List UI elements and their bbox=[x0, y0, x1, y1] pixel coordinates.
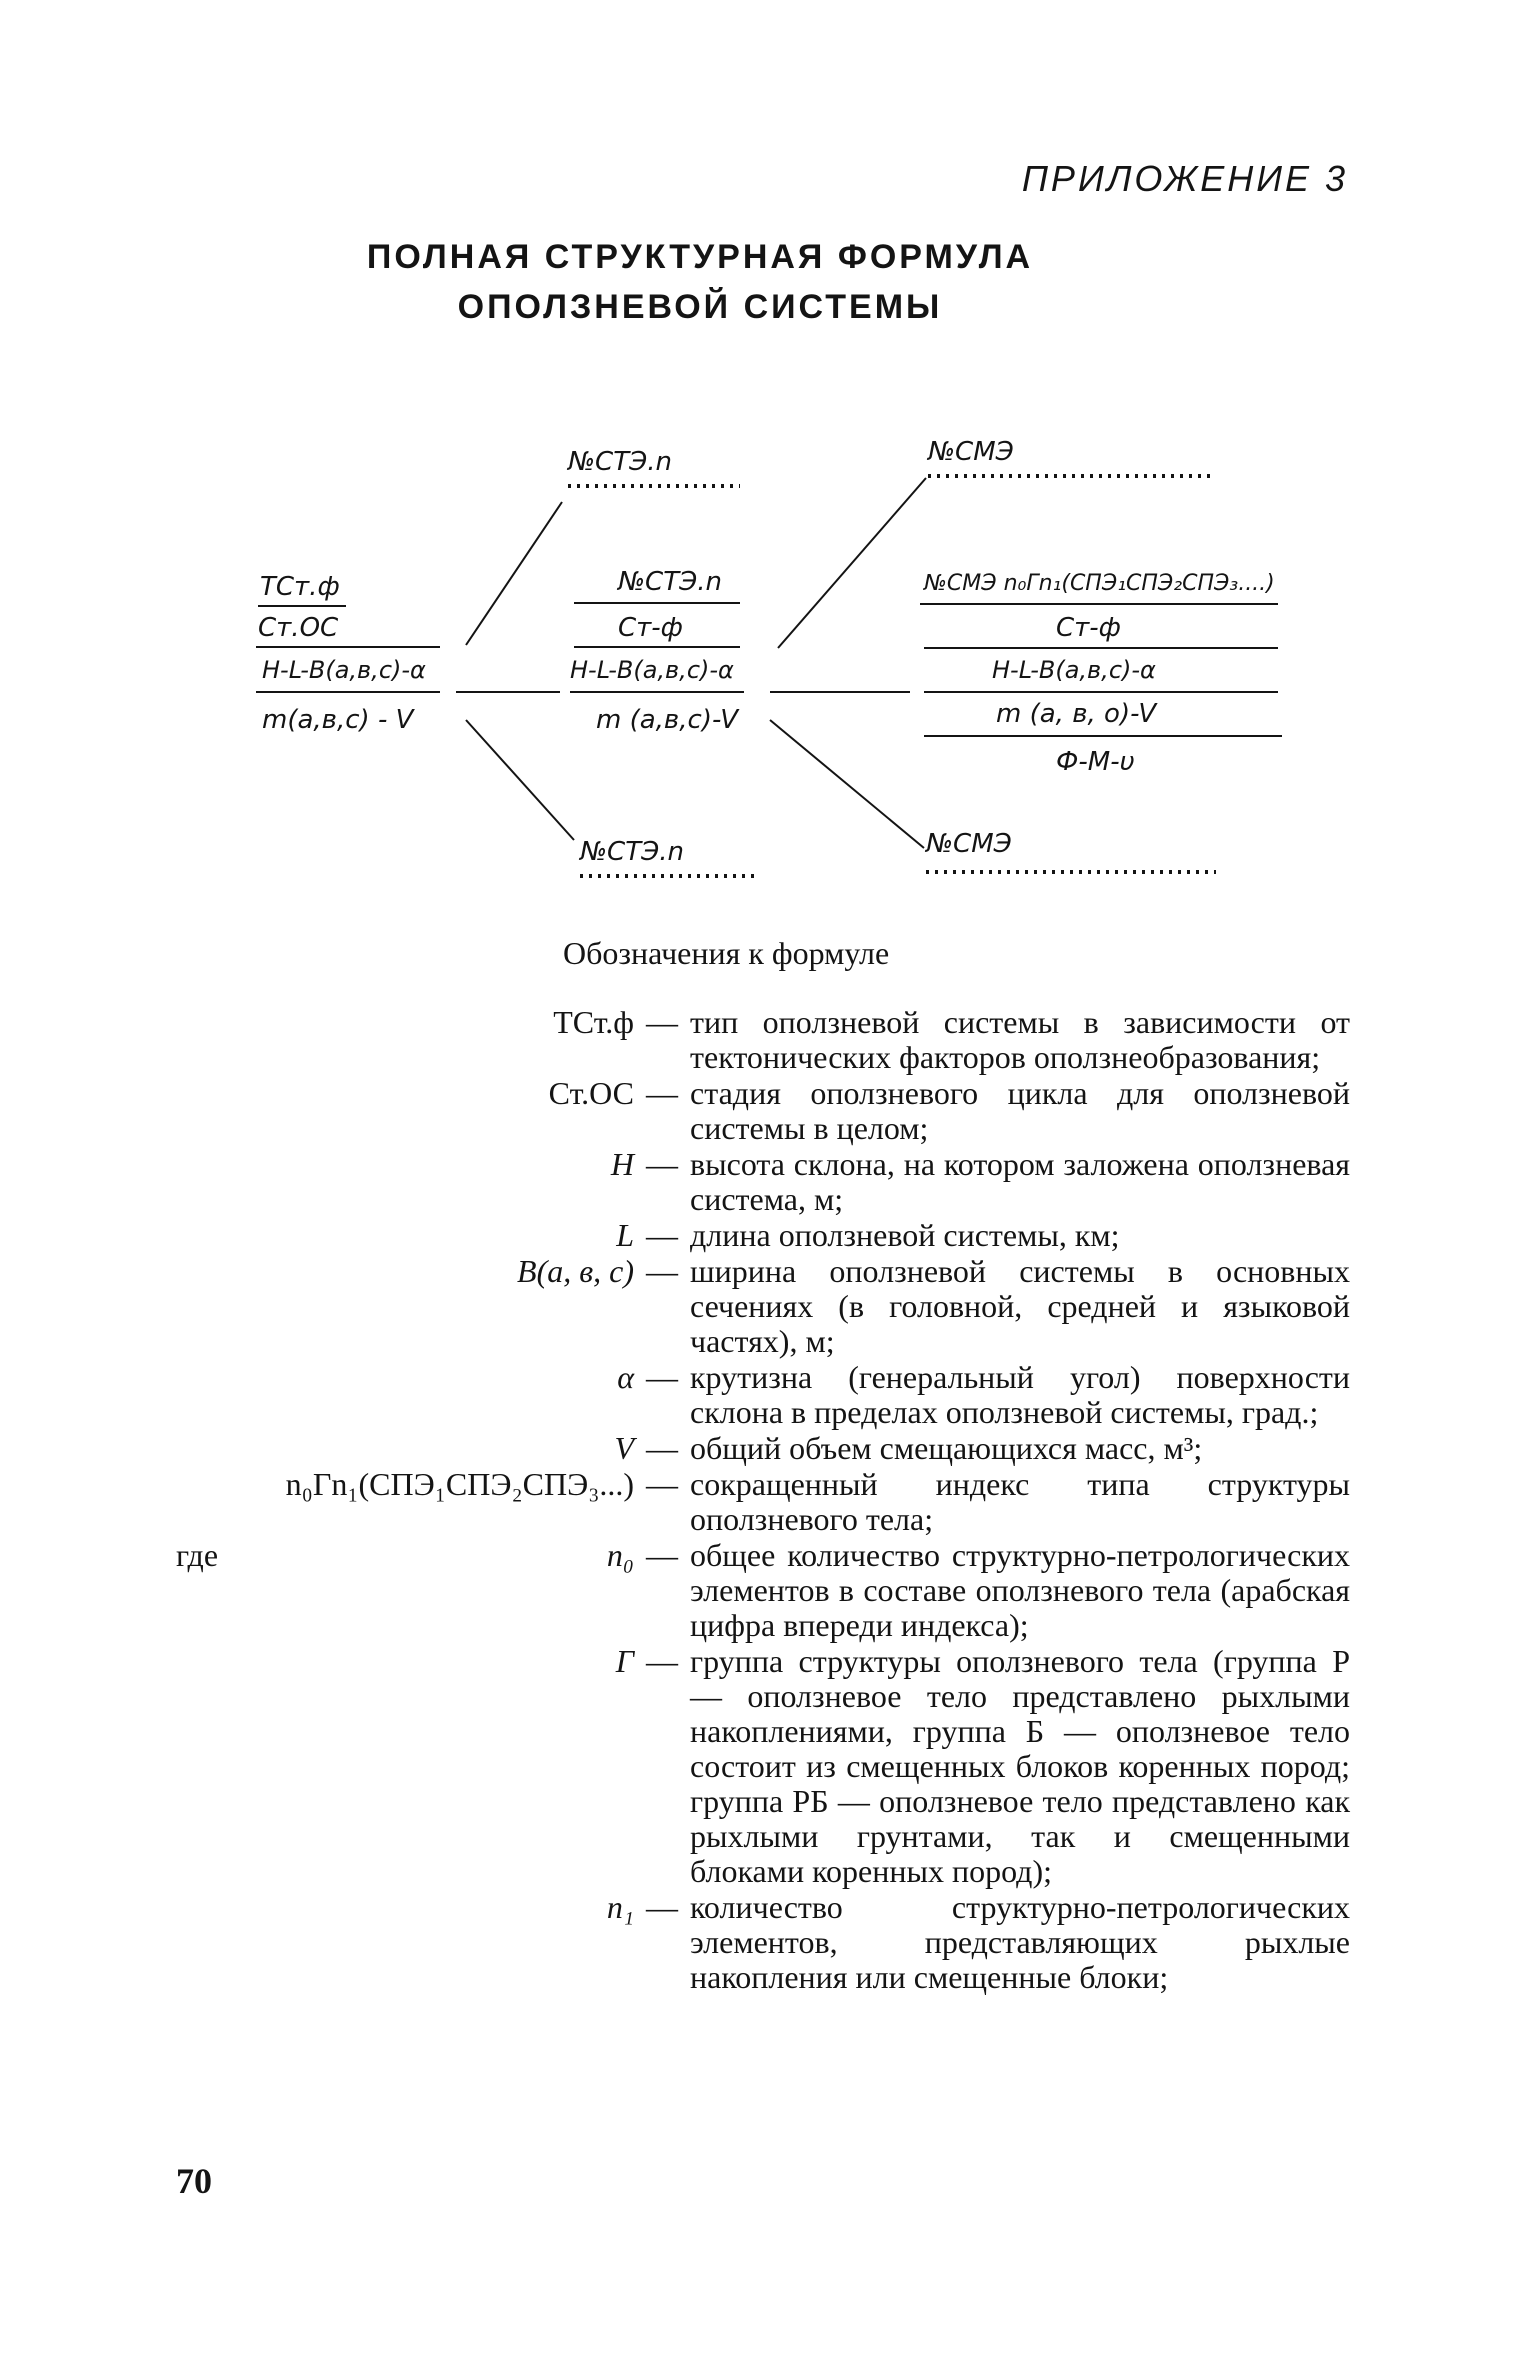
legend-definition: длина оползневой системы, км; bbox=[690, 1217, 1120, 1253]
legend-item-structure-index: n₀Гn₁(СПЭ₁СПЭ₂СПЭ₃...) — сокращенный индекс типа структуры оползневого тела; bbox=[0, 1467, 1536, 1537]
legend-definition: общее количество структурно-петрологических элементов в составе оползневого тела (арабская цифра впереди индекса); bbox=[690, 1537, 1350, 1643]
formula-right-line-4: m (a, в, o)-V bbox=[996, 699, 1157, 729]
formula-middle-line-3: H-L-B(a,в,c)-α bbox=[570, 656, 734, 684]
legend-definition: количество структурно-петрологических элементов, представляющих рыхлые накопления или смещенные блоки; bbox=[690, 1889, 1350, 1995]
where-label: где bbox=[176, 1537, 219, 1573]
formula-left-block bbox=[256, 572, 440, 735]
legend-definition: высота склона, на котором заложена оползневая система, м; bbox=[690, 1146, 1350, 1217]
formula-right-bottom-label: №СМЭ bbox=[926, 829, 1012, 859]
legend-item-g: Г — группа структуры оползневого тела (группа Р — оползневое тело представлено рыхлыми накоплениями, группа Б — оползневое тело состоит из смещенных блоков коренных пород; группа РБ — оползневое тело представлено как рыхлыми грунтами, так и смещенными блоками коренных пород); bbox=[0, 1644, 1536, 1889]
formula-left-line-3: H-L-B(a,в,c)-α bbox=[262, 656, 426, 684]
page-number: 70 bbox=[176, 2161, 212, 2201]
formula-right-line-3: H-L-B(a,в,c)-α bbox=[992, 656, 1156, 684]
legend-term: Г bbox=[615, 1643, 634, 1679]
appendix-label: ПРИЛОЖЕНИЕ 3 bbox=[1021, 158, 1348, 199]
formula-left-line-1: ТСт.ф bbox=[260, 572, 340, 602]
legend-term: L bbox=[616, 1217, 634, 1253]
legend-item-n1: n₁ — количество структурно-петрологических элементов, представляющих рыхлые накопления или смещенные блоки; bbox=[0, 1890, 1536, 1995]
legend-list bbox=[0, 1005, 1536, 1996]
legend-item-st-os: Ст.ОС — стадия оползневого цикла для оползневой системы в целом; bbox=[0, 1076, 1536, 1146]
formula-left-line-4: m(a,в,c) - V bbox=[262, 705, 414, 735]
formula-right-line-2: Ст-ф bbox=[1056, 613, 1121, 643]
legend-item-n0: где n₀ — общее количество структурно-петрологических элементов в составе оползневого тела (арабская цифра впереди индекса); bbox=[0, 1538, 1536, 1643]
formula-middle-line-2: Ст-ф bbox=[618, 613, 683, 643]
formula-connector-left bbox=[456, 502, 574, 840]
legend-term: B(a, в, c) bbox=[517, 1253, 634, 1289]
formula-middle-line-1: №СТЭ.n bbox=[618, 567, 722, 597]
legend-definition: общий объем смещающихся масс, м³; bbox=[690, 1430, 1203, 1466]
legend-definition: ширина оползневой системы в основных сечениях (в головной, средней и языковой частях), м; bbox=[690, 1253, 1350, 1359]
legend-definition: стадия оползневого цикла для оползневой системы в целом; bbox=[690, 1075, 1350, 1146]
formula-connector-right bbox=[770, 478, 926, 848]
legend-item-v: V — общий объем смещающихся масс, м³; bbox=[0, 1431, 1536, 1466]
legend-title: Обозначения к формуле bbox=[563, 935, 890, 971]
legend-item-h: H — высота склона, на котором заложена оползневая система, м; bbox=[0, 1147, 1536, 1217]
legend-term: n₀ bbox=[606, 1537, 634, 1573]
structural-formula-diagram bbox=[0, 420, 1536, 890]
formula-right-block bbox=[920, 571, 1282, 777]
legend-term: ТСт.ф bbox=[553, 1004, 634, 1040]
legend-definition: крутизна (генеральный угол) поверхности склона в пределах оползневой системы, град.; bbox=[690, 1359, 1350, 1430]
formula-right-line-1: №СМЭ n₀Гn₁(СПЭ₁СПЭ₂СПЭ₃....) bbox=[924, 571, 1275, 596]
formula-middle-line-4: m (a,в,c)-V bbox=[596, 705, 739, 735]
legend-item-l: L — длина оползневой системы, км; bbox=[0, 1218, 1536, 1253]
formula-middle-block bbox=[570, 567, 744, 735]
legend-term: n₀Гn₁(СПЭ₁СПЭ₂СПЭ₃...) bbox=[285, 1466, 634, 1502]
title-line-1: ПОЛНАЯ СТРУКТУРНАЯ ФОРМУЛА bbox=[366, 238, 1034, 276]
title-line-2: ОПОЛЗНЕВОЙ СИСТЕМЫ bbox=[457, 288, 943, 326]
legend-term: n₁ bbox=[606, 1889, 634, 1925]
legend-item-b: B(a, в, c) — ширина оползневой системы в основных сечениях (в головной, средней и языковой частях), м; bbox=[0, 1254, 1536, 1359]
formula-right-line-5: Ф-М-υ bbox=[1056, 747, 1135, 777]
legend-definition: группа структуры оползневого тела (группа Р — оползневое тело представлено рыхлыми накоплениями, группа Б — оползневое тело состоит из смещенных блоков коренных пород; группа РБ — оползневое тело представлено как рыхлыми грунтами, так и смещенными блоками коренных пород); bbox=[690, 1643, 1350, 1889]
formula-left-line-2: Ст.ОС bbox=[258, 613, 339, 643]
legend-item-alpha: α — крутизна (генеральный угол) поверхности склона в пределах оползневой системы, град.; bbox=[0, 1360, 1536, 1430]
formula-right-top-label: №СМЭ bbox=[928, 437, 1014, 467]
legend-item-tst-f: ТСт.ф — тип оползневой системы в зависимости от тектонических факторов оползнеобразования; bbox=[0, 1005, 1536, 1075]
legend-term: H bbox=[610, 1146, 634, 1182]
legend-term: V bbox=[614, 1430, 634, 1466]
legend-term: Ст.ОС bbox=[548, 1075, 634, 1111]
page-title bbox=[300, 232, 1100, 332]
legend-definition: тип оползневой системы в зависимости от тектонических факторов оползнеобразования; bbox=[690, 1004, 1350, 1075]
formula-middle-top-label: №СТЭ.n bbox=[568, 447, 672, 477]
legend-definition: сокращенный индекс типа структуры оползневого тела; bbox=[690, 1466, 1350, 1537]
legend-term: α bbox=[617, 1359, 634, 1395]
formula-middle-bottom-label: №СТЭ.n bbox=[580, 837, 684, 867]
